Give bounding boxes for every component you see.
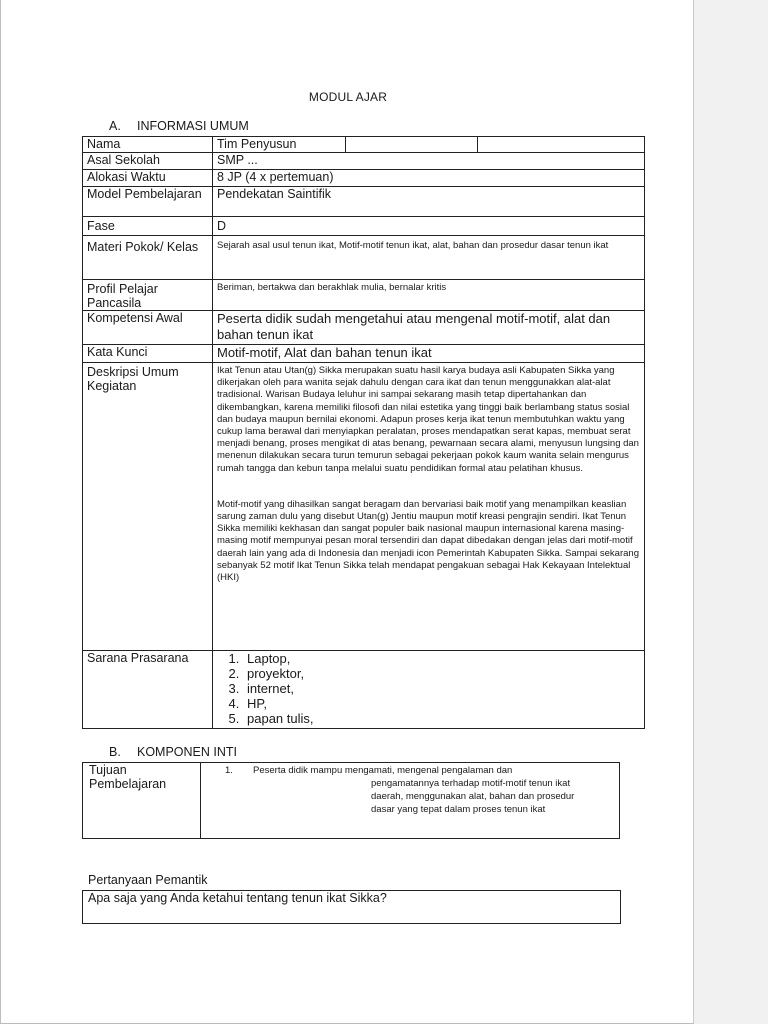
row-kata-kunci-value: Motif-motif, Alat dan bahan tenun ikat	[213, 345, 645, 363]
informasi-umum-table	[82, 136, 645, 729]
row-nama-label: Nama	[83, 137, 213, 153]
row-kompetensi-value: Peserta didik sudah mengetahui atau mengenal motif-motif, alat dan bahan tenun ikat	[213, 311, 645, 345]
row-fase-label: Fase	[83, 217, 213, 236]
row-waktu-value: 8 JP (4 x pertemuan)	[213, 170, 645, 187]
pertanyaan-heading: Pertanyaan Pemantik	[88, 873, 208, 887]
row-profil-value: Beriman, bertakwa dan berakhlak mulia, bernalar kritis	[213, 280, 645, 311]
row-sekolah-value: SMP ...	[213, 153, 645, 170]
row-model-value: Pendekatan Saintifik	[213, 187, 645, 217]
sarana-item: 2. proyektor,	[243, 666, 640, 681]
row-materi-label: Materi Pokok/ Kelas	[83, 236, 213, 280]
tujuan-line-2: pengamatannya terhadap motif-motif tenun ikat	[371, 778, 571, 789]
row-deskripsi-value	[213, 363, 645, 651]
row-materi-value: Sejarah asal usul tenun ikat, Motif-motif tenun ikat, alat, bahan dan prosedur dasar tenun ikat	[213, 236, 645, 280]
tujuan-number: 1.	[225, 765, 233, 776]
pertanyaan-table	[82, 890, 621, 924]
deskripsi-paragraph-1: Ikat Tenun atau Utan(g) Sikka merupakan suatu hasil karya budaya asli Kabupaten Sikka yang dikerjakan oleh para wanita sejak dahulu dengan cara ikat dan tenun menggunakkan alat-alat tradisional. Warisan Budaya leluhur ini sampai sekarang masih tetap dipertahankan dan dikembangkan, karena memiliki filosofi dan nilai estetika yang tinggi baik berlambang status sosial dan budaya maupun bernilai ekonomi. Adapun proses kerja ikat tenun membutuhkan waktu yang cukup lama berawal dari menyiapkan peralatan, proses mendapatkan serat kapas, membuat serat menjadi benang, proses mengikat di atas benang, pewarnaan secara alami, menyusun lungsing dan menenun dilakukan secara turun temurun sebagai pekerjaan pokok kaum wanita selain mengurus rumah tangga dan kebun tanpa melalui suatu pendidikan formal atau pelatihan khusus.	[217, 365, 639, 474]
tujuan-line-1: Peserta didik mampu mengamati, mengenal pengalaman dan	[253, 765, 513, 776]
tujuan-label: Tujuan Pembelajaran	[83, 763, 201, 839]
sarana-list	[217, 651, 640, 726]
section-a-heading	[109, 119, 249, 133]
komponen-inti-table	[82, 762, 620, 839]
tujuan-value	[201, 763, 620, 839]
row-nama-empty-2	[478, 137, 644, 152]
row-nama-value: Tim Penyusun	[213, 137, 346, 152]
deskripsi-paragraph-2: Motif-motif yang dihasilkan sangat beragam dan bervariasi baik motif yang menampilkan keaslian sarung zaman dulu yang disebut Utan(g) Jentiu maupun motif kreasi pengrajin sendiri. Ikat Tenun Sikka memiliki kekhasan dan sangat populer baik nasional maupun internasional karena masing-masing motif mempunyai pesan moral tersendiri dan dapat dibedakan dengan jelas dari motif-motif daerah lain yang ada di Indonesia dan menjadi icon Pemerintah Kabupaten Sikka. Sampai sekarang sebanyak 52 motif Ikat Tenun Sikka telah mendapat pengakuan sebagai Hak Kekayaan Intelektual (HKI)	[217, 498, 639, 584]
row-nama-empty-1	[346, 137, 478, 152]
sarana-item: 4. HP,	[243, 696, 640, 711]
tujuan-line-3: daerah, menggunakan alat, bahan dan prosedur	[371, 791, 575, 802]
section-b-label: KOMPONEN INTI	[137, 745, 238, 759]
document-title: MODUL AJAR	[308, 90, 388, 104]
row-deskripsi-label: Deskripsi Umum Kegiatan	[83, 363, 213, 651]
pertanyaan-question: Apa saja yang Anda ketahui tentang tenun ikat Sikka?	[83, 891, 621, 924]
row-waktu-label: Alokasi Waktu	[83, 170, 213, 187]
tujuan-line-4: dasar yang tepat dalam proses tenun ikat	[371, 804, 546, 815]
row-kompetensi-label: Kompetensi Awal	[83, 311, 213, 345]
section-b-heading	[109, 745, 237, 759]
row-kata-kunci-label: Kata Kunci	[83, 345, 213, 363]
row-sarana-value	[213, 651, 645, 729]
row-model-label: Model Pembelajaran	[83, 187, 213, 217]
sarana-item: 5. papan tulis,	[243, 711, 640, 726]
row-sarana-label: Sarana Prasarana	[83, 651, 213, 729]
row-fase-value: D	[213, 217, 645, 236]
sarana-item: 3. internet,	[243, 681, 640, 696]
section-b-number: B.	[109, 745, 121, 759]
row-sekolah-label: Asal Sekolah	[83, 153, 213, 170]
row-profil-label: Profil Pelajar Pancasila	[83, 280, 213, 311]
section-a-number: A.	[109, 119, 121, 133]
sarana-item: 1. Laptop,	[243, 651, 640, 666]
row-nama-value-cell	[213, 137, 645, 153]
section-a-label: INFORMASI UMUM	[137, 119, 249, 133]
